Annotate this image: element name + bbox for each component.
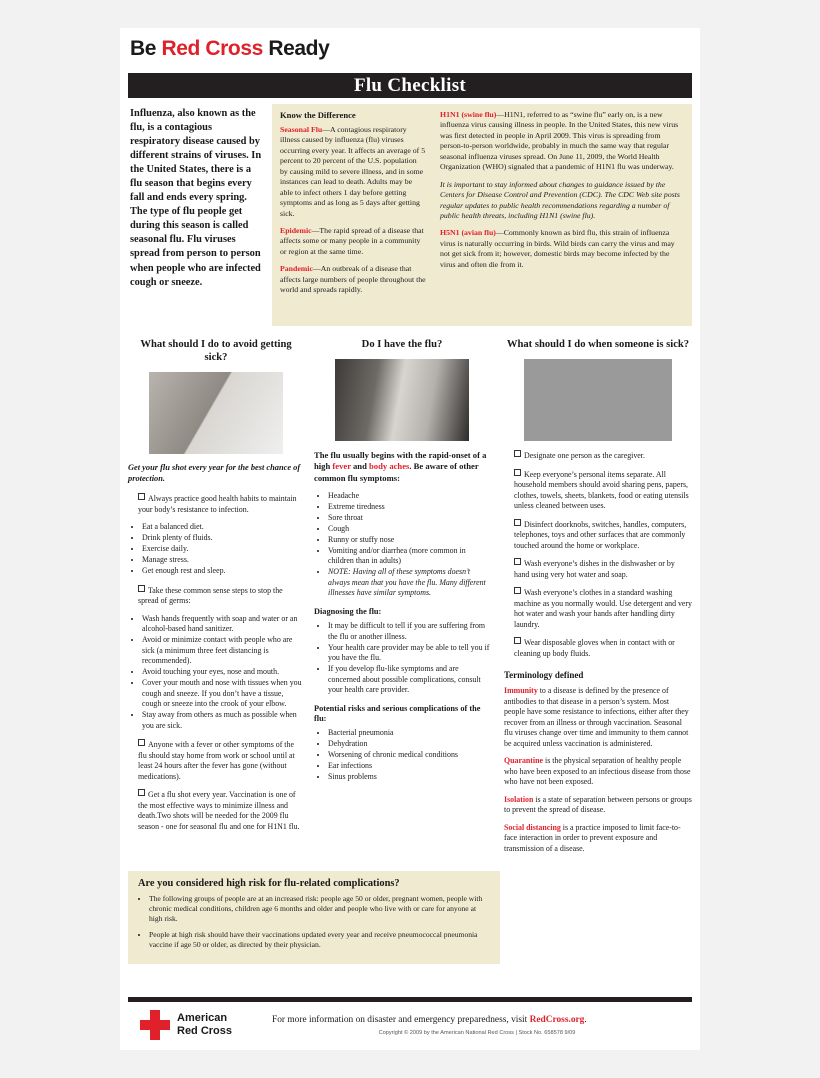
main-columns (128, 338, 692, 861)
checklist-text: Anyone with a fever or other symptoms of the flu should stay home from work or school until at least 24 hours after the fever has gone (without medications). (138, 740, 295, 781)
american-red-cross-wordmark (177, 1012, 232, 1037)
high-risk-box (128, 871, 500, 964)
column-heading-have-flu: Do I have the flu? (361, 339, 443, 350)
list-item: • The following groups of people are at an increased risk: people age 50 or older, pregnant women, people with chronic medical conditions, children age 6 months and older and people who live with or care for anyone at high risk. (149, 894, 490, 924)
checklist-text: Designate one person as the caregiver. (524, 451, 645, 461)
list-item: • Dehydration (328, 739, 490, 750)
checklist-text: Wash everyone’s dishes in the dishwasher or by hand using very hot water and soap. (514, 559, 675, 579)
terminology-heading: Terminology defined (504, 670, 584, 681)
be-red-cross-ready-logo (130, 37, 329, 61)
checkbox-icon[interactable] (138, 585, 145, 592)
redcross-org-link[interactable]: RedCross.org (529, 1014, 585, 1025)
org-line-1: American (177, 1012, 228, 1025)
mother-caring-for-sick-child-photo (524, 359, 672, 441)
definition-body: —A contagious respiratory illness caused by influenza (flu) viruses occurring every year. It affects an average of 5 percent to 20 percent of the U.S. population by causing mild to severe illness, and in some instances can lead to death. Adults may be able to infect others 1 day before getting symptoms and as long as 5 days after getting sick. (280, 125, 426, 218)
lead-pre: The flu usually begins with the rapid-onset of a high (314, 450, 487, 472)
term-immunity (504, 686, 692, 749)
definition-term: Epidemic (280, 225, 312, 235)
avoid-bullets-health-habits (128, 522, 304, 577)
checklist-item (504, 469, 692, 512)
doctor-giving-flu-shot-photo (149, 372, 283, 454)
list-item: • Headache (328, 491, 490, 502)
term-label: Immunity (504, 686, 538, 696)
checkbox-icon[interactable] (514, 558, 521, 565)
checkbox-icon[interactable] (514, 519, 521, 526)
symptom-body-aches: body aches (369, 461, 410, 472)
list-item: • Vomiting and/or diarrhea (more common in children than in adults) (328, 546, 490, 567)
term-label: Isolation (504, 794, 534, 804)
list-item: • It may be difficult to tell if you are suffering from the flu or another illness. (328, 621, 490, 642)
list-item: • Avoid or minimize contact with people who are sick (a minimum three feet distancing is recommended). (142, 635, 304, 667)
checklist-item (128, 789, 304, 832)
high-risk-heading: Are you considered high risk for flu-related complications? (138, 878, 400, 890)
definition-body: —The rapid spread of a disease that affects some or many people in a community or region at the same time. (280, 225, 424, 256)
checkbox-icon[interactable] (138, 493, 145, 500)
lead-mid: and (350, 461, 370, 472)
page-title-bar (128, 73, 692, 98)
checklist-item (128, 739, 304, 782)
list-item: • Extreme tiredness (328, 502, 490, 513)
list-item: • Wash hands frequently with soap and water or an alcohol-based hand sanitizer. (142, 614, 304, 635)
high-risk-list (138, 894, 490, 950)
list-item: • If you develop flu-like symptoms and are concerned about possible complications, consult your health care provider. (328, 664, 490, 696)
checklist-text: Always practice good health habits to maintain your body’s resistance to infection. (138, 494, 297, 514)
symptoms-note: • NOTE: Having all of these symptoms doesn’t always mean that you have the flu. Many different illnesses have similar symptoms. (328, 567, 490, 599)
checklist-text: Wear disposable gloves when in contact with or cleaning up body fluids. (514, 638, 675, 658)
checkbox-icon[interactable] (514, 469, 521, 476)
list-item: • Your health care provider may be able to tell you if you have the flu. (328, 643, 490, 664)
column-heading-someone-sick: What should I do when someone is sick? (506, 339, 690, 350)
info-post: . (584, 1014, 587, 1025)
woman-sneezing-into-tissue-photo (335, 359, 469, 441)
list-item: • Runny or stuffy nose (328, 535, 490, 546)
page-title: Flu Checklist (353, 74, 467, 96)
symptoms-list (314, 491, 490, 599)
checklist-text: Get a flu shot every year. Vaccination is one of the most effective ways to minimize illness and death.Two shots will be needed for the 2009 flu season - one for seasonal flu and one for H1N1 flu. (138, 790, 300, 831)
american-red-cross-logo (128, 1010, 258, 1040)
definitions-panel (272, 104, 692, 326)
copyright-line: Copyright © 2009 by the American National Red Cross | Stock No. 658578 9/09 (378, 1029, 576, 1036)
checklist-text: Disinfect doorknobs, switches, handles, computers, telephones, toys and other surfaces that are commonly touched around the home or workplace. (514, 519, 687, 550)
term-body: is a state of separation between persons or groups to prevent the spread of disease. (504, 794, 692, 815)
column-someone-is-sick (500, 338, 692, 861)
checkbox-icon[interactable] (138, 789, 145, 796)
list-item: • Sore throat (328, 513, 490, 524)
definition-body: —An outbreak of a disease that affects large numbers of people throughout the world and spreads rapidly. (280, 264, 426, 295)
checklist-item (504, 558, 692, 580)
more-information-line (272, 1015, 692, 1025)
cdc-guidance-note: It is important to stay informed about changes to guidance issued by the Centers for Disease Control and Prevention (CDC). The CDC Web site posts regular updates to public health recommendations regarding a number of public health threats, including H1N1 (swine flu). (440, 179, 680, 220)
footer-info (258, 1015, 692, 1036)
checklist-item (504, 450, 692, 462)
list-item: • Cover your mouth and nose with tissues when you cough and sneeze. If you don’t have a tissue, cough or sneeze into the crook of your elbow. (142, 678, 304, 710)
red-cross-icon (140, 1010, 170, 1040)
know-the-difference-heading: Know the Difference (280, 110, 356, 120)
brand-red-cross: Red Cross (161, 37, 263, 60)
term-body: is the physical separation of healthy people who have been exposed to an infectious disease from those who have not been exposed. (504, 756, 691, 787)
list-item: • Get enough rest and sleep. (142, 566, 304, 577)
diagnosing-heading: Diagnosing the flu: (314, 606, 382, 616)
definition-h5n1 (440, 228, 684, 270)
avoid-lead-text: Get your flu shot every year for the best chance of protection. (128, 463, 301, 484)
checklist-item (128, 585, 304, 607)
column-do-i-have-the-flu (314, 338, 500, 861)
term-label: Social distancing (504, 822, 561, 832)
checklist-text: Take these common sense steps to stop the spread of germs: (138, 585, 283, 606)
info-pre: For more information on disaster and emergency preparedness, visit (272, 1014, 530, 1025)
definition-term: H5N1 (avian flu) (440, 228, 496, 238)
column-avoid-getting-sick (128, 338, 314, 861)
list-item: • Manage stress. (142, 555, 304, 566)
definition-seasonal-flu (280, 125, 426, 219)
checkbox-icon[interactable] (514, 637, 521, 644)
flu-strains-column (436, 110, 684, 320)
term-body: to a disease is defined by the presence of antibodies to that disease in a person’s system. Most people have some resistance to infections, either after they recover from an illness or through vaccination. Seasonal flu viruses change over time and immunity to them cannot be acquired unless vaccination is administered. (504, 686, 689, 748)
org-line-2: Red Cross (177, 1025, 233, 1037)
list-item: • Avoid touching your eyes, nose and mouth. (142, 667, 304, 678)
checklist-text: Keep everyone’s personal items separate. All household members should avoid sharing pens, papers, clothes, towels, sheets, blankets, food or eating utensils unless cleaned between uses. (514, 469, 689, 511)
definition-body: —H1N1, referred to as “swine flu” early on, is a new influenza virus causing illness in people. In the United States, this new virus was first detected in people in April 2009. This virus is spreading from person-to-person worldwide, probably in much the same way that regular seasonal influenza viruses spread. On June 11, 2009, the World Health Organization (WHO) signaled that a pandemic of H1N1 flu was underway. (440, 110, 679, 172)
list-item: • Worsening of chronic medical conditions (328, 750, 490, 761)
list-item: • Stay away from others as much as possible when you are sick. (142, 710, 304, 731)
footer (120, 997, 700, 1050)
list-item: • Sinus problems (328, 772, 490, 783)
risks-list (314, 728, 490, 783)
lead-post: . Be aware of other common flu symptoms: (314, 461, 479, 483)
definition-body: —Commonly known as bird flu, this strain of influenza virus is naturally occurring in birds. Wild birds can carry the virus and may not get sick from it; however, domestic birds may become infected by the virus and often die from it. (440, 228, 675, 269)
list-item: • Exercise daily. (142, 544, 304, 555)
term-isolation (504, 795, 692, 816)
term-body: is a practice imposed to limit face-to-face interaction in order to prevent exposure and transmission of a disease. (504, 822, 681, 853)
checkbox-icon[interactable] (514, 587, 521, 594)
brand-bar (120, 28, 700, 73)
checkbox-icon[interactable] (138, 739, 145, 746)
list-item: • Eat a balanced diet. (142, 522, 304, 533)
definition-term: Seasonal Flu (280, 125, 323, 134)
symptom-fever: fever (332, 461, 351, 472)
checkbox-icon[interactable] (514, 450, 521, 457)
term-quarantine (504, 756, 692, 788)
checklist-item (504, 587, 692, 630)
checklist-item (504, 519, 692, 552)
checklist-text: Wash everyone’s clothes in a standard washing machine as you normally would. Use detergent and very hot water and wash your hands after handling dirty laundry. (514, 588, 693, 629)
intro-paragraph: Influenza, also known as the flu, is a contagious respiratory disease caused by different strains of viruses. In the United States, there is a flu season that begins every fall and ends every spring. The type of flu people get during this season is called seasonal flu. Flu viruses spread from person to person when people who are infected cough or sneeze. (128, 104, 272, 326)
list-item: • People at high risk should have their vaccinations updated every year and receive pneumococcal pneumonia vaccine if age 50 or older, as directed by their physician. (149, 930, 490, 950)
diagnosing-list (314, 621, 490, 696)
brand-ready: Ready (262, 37, 330, 60)
list-item: • Drink plenty of fluids. (142, 533, 304, 544)
flu-checklist-poster (120, 28, 700, 1050)
top-panel (128, 104, 692, 326)
term-label: Quarantine (504, 756, 544, 766)
risks-heading: Potential risks and serious complications of the flu: (314, 703, 481, 723)
know-the-difference-column (280, 110, 436, 320)
checklist-item (128, 493, 304, 515)
definition-term: Pandemic (280, 264, 313, 274)
list-item: • Bacterial pneumonia (328, 728, 490, 739)
checklist-item (504, 637, 692, 659)
list-item: • Cough (328, 524, 490, 535)
definition-pandemic (280, 264, 426, 295)
definition-epidemic (280, 226, 426, 257)
term-social-distancing (504, 823, 692, 855)
definition-term: H1N1 (swine flu) (440, 110, 497, 119)
have-flu-lead-text (314, 450, 490, 484)
definition-h1n1 (440, 110, 684, 173)
list-item: • Ear infections (328, 761, 490, 772)
column-heading-avoid: What should I do to avoid getting sick? (140, 339, 292, 364)
avoid-bullets-germ-spread (128, 614, 304, 732)
brand-be: Be (130, 37, 162, 60)
